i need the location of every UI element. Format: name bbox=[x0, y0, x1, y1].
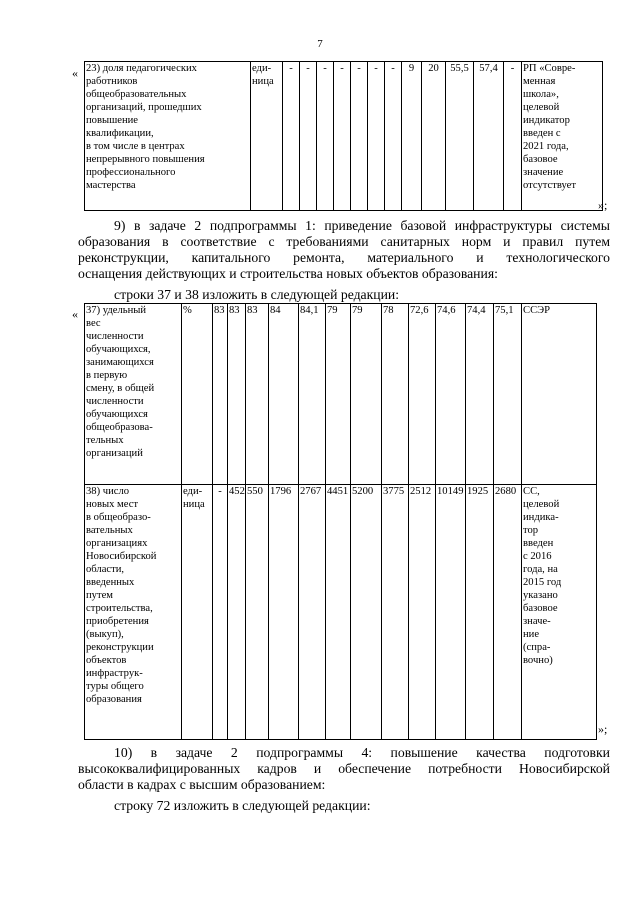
value-cell: - bbox=[334, 62, 351, 211]
value-cell: 2680 bbox=[494, 485, 522, 740]
value-cell: 1925 bbox=[466, 485, 494, 740]
value-cell: - bbox=[351, 62, 368, 211]
unit-cell: % bbox=[182, 304, 213, 485]
text-line: общеобразовательных bbox=[86, 89, 187, 100]
value-cell: 550 bbox=[246, 485, 269, 740]
value-cell: - bbox=[504, 62, 522, 211]
paragraph-line: образования в соответствие с требованиями санитарных норм и правил путем bbox=[78, 234, 610, 249]
value-cell: - bbox=[300, 62, 317, 211]
value-cell: 74,4 bbox=[466, 304, 494, 485]
page-number: 7 bbox=[317, 38, 323, 50]
value-cell: 9 bbox=[402, 62, 422, 211]
value-cell: 55,5 bbox=[446, 62, 474, 211]
indicator-name-cell bbox=[85, 62, 251, 211]
text-line: мастерства bbox=[86, 180, 136, 191]
unit-cell: еди- ница bbox=[182, 485, 213, 740]
paragraph-line: 10) в задаче 2 подпрограммы 4: повышение качества подготовки bbox=[114, 745, 610, 760]
quote-close-1: »; bbox=[598, 198, 608, 212]
note-cell: РП «Совре- менная школа», целевой индикатор введен с 2021 года, базовое значение отсутствует bbox=[522, 62, 603, 211]
table-row bbox=[85, 485, 597, 740]
indicator-name-cell: 38) число новых мест в общеобразо- вательных организациях Новосибирской области, введенных путем строительства, приобретения (выкуп), реконструкции объектов инфраструк- туры общего образования bbox=[85, 485, 182, 740]
value-cell: - bbox=[213, 485, 228, 740]
paragraph-line: области в кадрах с высшим образованием: bbox=[78, 777, 326, 792]
value-cell: - bbox=[385, 62, 402, 211]
value-cell: 74,6 bbox=[436, 304, 466, 485]
text-line: непрерывного повышения bbox=[86, 154, 205, 165]
paragraph-line: оснащения действующих и строительства новых объектов образования: bbox=[78, 266, 498, 281]
value-cell: 20 bbox=[422, 62, 446, 211]
value-cell: 1796 bbox=[269, 485, 299, 740]
value-cell: 10149 bbox=[436, 485, 466, 740]
text-line: квалификации, bbox=[86, 128, 154, 139]
value-cell: 83 bbox=[246, 304, 269, 485]
value-cell: - bbox=[283, 62, 300, 211]
text-line: организаций, прошедших bbox=[86, 102, 202, 113]
note-cell: СС, целевой индика- тор введен с 2016 года, на 2015 год указано базовое значе- ние (спра- вочно) bbox=[522, 485, 597, 740]
paragraph-9 bbox=[78, 218, 610, 282]
text-line: профессионального bbox=[86, 167, 176, 178]
paragraph-line: 9) в задаче 2 подпрограммы 1: приведение базовой инфраструктуры системы bbox=[114, 218, 610, 233]
paragraph-line: реконструкции, капитального ремонта, материального и технологического bbox=[78, 250, 610, 265]
indicator-name-cell: 37) удельный вес численности обучающихся, занимающихся в первую смену, в общей численности обучающихся общеобразова- тельных организаций bbox=[85, 304, 182, 485]
value-cell: 2512 bbox=[409, 485, 436, 740]
instruction-lines-37-38: строки 37 и 38 изложить в следующей редакции: bbox=[114, 287, 400, 302]
text-line: повышение bbox=[86, 115, 138, 126]
quote-open-1: « bbox=[72, 66, 78, 80]
value-cell: 3775 bbox=[382, 485, 409, 740]
value-cell: - bbox=[368, 62, 385, 211]
value-cell: 2767 bbox=[299, 485, 326, 740]
value-cell: 78 bbox=[382, 304, 409, 485]
value-cell: 452 bbox=[228, 485, 246, 740]
quote-close-2: »; bbox=[598, 722, 608, 736]
text-line: работников bbox=[86, 76, 138, 87]
table-row-23 bbox=[84, 61, 603, 211]
paragraph-line: высококвалифицированных кадров и обеспечение потребности Новосибирской bbox=[78, 761, 610, 776]
value-cell: 84 bbox=[269, 304, 299, 485]
value-cell: 79 bbox=[351, 304, 382, 485]
unit-cell: еди- ница bbox=[251, 62, 283, 211]
quote-open-2: « bbox=[72, 307, 78, 321]
table-row bbox=[85, 304, 597, 485]
note-cell: ССЭР bbox=[522, 304, 597, 485]
value-cell: 4451 bbox=[326, 485, 351, 740]
value-cell: 83 bbox=[213, 304, 228, 485]
instruction-line-72: строку 72 изложить в следующей редакции: bbox=[114, 798, 371, 813]
value-cell: 75,1 bbox=[494, 304, 522, 485]
value-cell: - bbox=[317, 62, 334, 211]
table-rows-37-38 bbox=[84, 303, 597, 740]
text-line: в том числе в центрах bbox=[86, 141, 185, 152]
paragraph-10 bbox=[78, 745, 610, 793]
value-cell: 83 bbox=[228, 304, 246, 485]
value-cell: 79 bbox=[326, 304, 351, 485]
value-cell: 72,6 bbox=[409, 304, 436, 485]
text-line: 23) доля педагогических bbox=[86, 63, 197, 74]
value-cell: 57,4 bbox=[474, 62, 504, 211]
value-cell: 84,1 bbox=[299, 304, 326, 485]
value-cell: 5200 bbox=[351, 485, 382, 740]
